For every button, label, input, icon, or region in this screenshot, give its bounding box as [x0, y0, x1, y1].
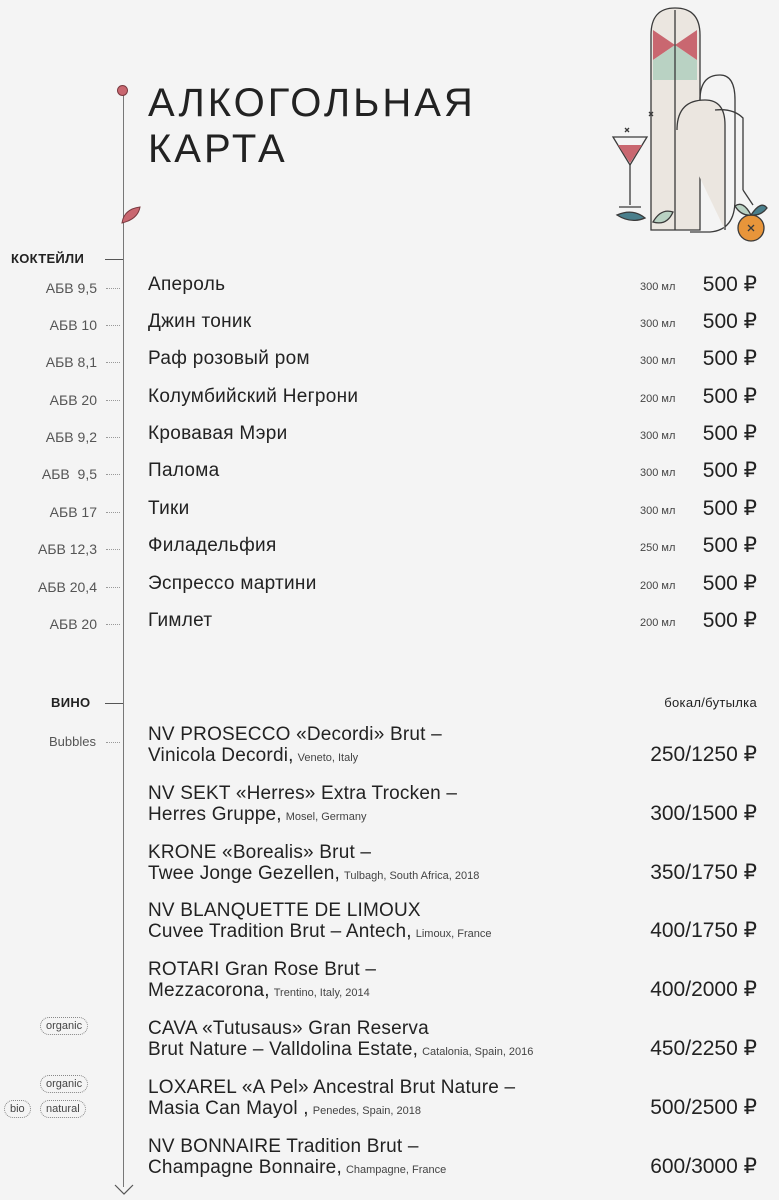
- natural-tag: natural: [40, 1100, 86, 1118]
- cocktail-illustration: [605, 0, 775, 245]
- cocktail-price: 500 ₽: [702, 347, 757, 370]
- cocktail-abv: АБВ 20: [49, 392, 97, 408]
- wine-price: 400/2000 ₽: [650, 978, 757, 1001]
- cocktail-price: 500 ₽: [702, 273, 757, 296]
- dotted-leader: [106, 587, 120, 588]
- wine-price: 250/1250 ₽: [650, 743, 757, 766]
- wine-producer: Cuvee Tradition Brut – Antech,: [148, 921, 412, 942]
- cocktail-abv: АБВ 9,2: [45, 429, 97, 445]
- wine-producer: Brut Nature – Valldolina Estate,: [148, 1039, 419, 1060]
- wine-region: Limoux, France: [415, 928, 492, 940]
- wine-line-1: NV PROSECCO «Decordi» Brut –: [148, 724, 442, 745]
- wine-item: [0, 1018, 779, 1074]
- cocktail-name: Джин тоник: [148, 311, 252, 332]
- wine-line-2-wrap: [148, 1157, 446, 1179]
- cocktail-name: Палома: [148, 460, 220, 481]
- title-line-1: АЛКОГОЛЬНАЯ: [148, 81, 476, 125]
- wine-item: [0, 724, 779, 780]
- cocktail-row: [0, 309, 779, 339]
- cocktail-volume: 300 мл: [640, 318, 676, 330]
- cocktail-volume: 200 мл: [640, 580, 676, 592]
- wine-line-1: NV BONNAIRE Tradition Brut –: [148, 1136, 419, 1157]
- dotted-leader: [106, 549, 120, 550]
- wine-producer: Champagne Bonnaire,: [148, 1157, 342, 1178]
- wine-price: 350/1750 ₽: [650, 861, 757, 884]
- cocktails-label: КОКТЕЙЛИ: [11, 251, 85, 266]
- cocktail-volume: 300 мл: [640, 355, 676, 367]
- cocktail-price: 500 ₽: [702, 459, 757, 482]
- wine-item: [0, 783, 779, 839]
- cocktail-price: 500 ₽: [702, 572, 757, 595]
- wine-region: Trentino, Italy, 2014: [273, 987, 370, 999]
- cocktail-price: 500 ₽: [702, 310, 757, 333]
- cocktails-tick: [105, 259, 123, 260]
- cocktail-price: 500 ₽: [702, 534, 757, 557]
- cocktail-name: Тики: [148, 498, 190, 519]
- cocktail-volume: 200 мл: [640, 393, 676, 405]
- cocktail-price: 500 ₽: [702, 609, 757, 632]
- cocktail-volume: 250 мл: [640, 542, 676, 554]
- wine-line-2-wrap: [148, 1098, 421, 1120]
- wine-line-2-wrap: [148, 921, 492, 943]
- wine-price: 300/1500 ₽: [650, 802, 757, 825]
- cocktail-abv: АБВ 20: [49, 616, 97, 632]
- cocktail-volume: 300 мл: [640, 505, 676, 517]
- wine-producer: Masia Can Mayol ,: [148, 1098, 309, 1119]
- dotted-leader: [106, 512, 120, 513]
- cocktail-price: 500 ₽: [702, 497, 757, 520]
- wine-region: Catalonia, Spain, 2016: [422, 1046, 534, 1058]
- cocktail-row: [0, 533, 779, 563]
- wine-line-1: LOXAREL «A Pel» Ancestral Brut Nature –: [148, 1077, 516, 1098]
- cocktail-price: 500 ₽: [702, 422, 757, 445]
- price-column-header: бокал/бутылка: [664, 695, 757, 710]
- dotted-leader: [106, 362, 120, 363]
- timeline-dot: [117, 85, 128, 96]
- wine-price: 400/1750 ₽: [650, 919, 757, 942]
- wine-producer: Herres Gruppe,: [148, 804, 282, 825]
- wine-line-2-wrap: [148, 804, 366, 826]
- cocktail-price: 500 ₽: [702, 385, 757, 408]
- wine-item: [0, 900, 779, 956]
- wine-price: 450/2250 ₽: [650, 1037, 757, 1060]
- cocktail-row: [0, 458, 779, 488]
- dotted-leader: [106, 624, 120, 625]
- wine-region: Tulbagh, South Africa, 2018: [344, 870, 480, 882]
- cocktail-row: [0, 608, 779, 638]
- cocktail-abv: АБВ 9,5: [41, 466, 97, 482]
- wine-item: [0, 959, 779, 1015]
- cocktail-row: [0, 496, 779, 526]
- wine-region: Champagne, France: [345, 1164, 447, 1176]
- wine-item: [0, 1136, 779, 1192]
- cocktail-name: Раф розовый ром: [148, 348, 310, 369]
- subcategory-label: Bubbles: [49, 734, 96, 749]
- cocktail-volume: 300 мл: [640, 281, 676, 293]
- cocktail-name: Эспрессо мартини: [148, 573, 317, 594]
- dotted-leader: [106, 474, 120, 475]
- cocktail-volume: 200 мл: [640, 617, 676, 629]
- wine-producer: Twee Jonge Gezellen,: [148, 863, 341, 884]
- cocktail-name: Апероль: [148, 274, 226, 295]
- wine-producer: Mezzacorona,: [148, 980, 270, 1001]
- dotted-leader: [106, 437, 120, 438]
- bio-tag: bio: [4, 1100, 31, 1118]
- cocktail-row: [0, 384, 779, 414]
- wine-price: 600/3000 ₽: [650, 1155, 757, 1178]
- organic-tag: organic: [40, 1075, 88, 1093]
- wine-region: Mosel, Germany: [285, 811, 367, 823]
- cocktail-abv: АБВ 20,4: [37, 579, 97, 595]
- cocktail-row: [0, 421, 779, 451]
- cocktail-abv: АБВ 12,3: [37, 541, 97, 557]
- wine-tick: [105, 703, 123, 704]
- dotted-leader: [106, 288, 120, 289]
- dotted-leader: [106, 325, 120, 326]
- wine-line-2-wrap: [148, 745, 358, 767]
- cocktail-name: Гимлет: [148, 610, 213, 631]
- wine-line-1: CAVA «Tutusaus» Gran Reserva: [148, 1018, 429, 1039]
- cocktail-volume: 300 мл: [640, 430, 676, 442]
- organic-tag: organic: [40, 1017, 88, 1035]
- wine-label: ВИНО: [51, 695, 91, 710]
- dotted-leader: [106, 400, 120, 401]
- wine-item: [0, 1077, 779, 1133]
- wine-line-1: KRONE «Borealis» Brut –: [148, 842, 372, 863]
- wine-line-1: ROTARI Gran Rose Brut –: [148, 959, 377, 980]
- cocktail-abv: АБВ 10: [49, 317, 97, 333]
- leaf-icon: [120, 205, 144, 225]
- page-title: [148, 80, 476, 172]
- wine-line-2-wrap: [148, 980, 370, 1002]
- wine-item: [0, 842, 779, 898]
- wine-region: Penedes, Spain, 2018: [312, 1105, 422, 1117]
- wine-line-1: NV BLANQUETTE DE LIMOUX: [148, 900, 421, 921]
- cocktail-volume: 300 мл: [640, 467, 676, 479]
- cocktail-abv: АБВ 9,5: [45, 280, 97, 296]
- wine-line-1: NV SEKT «Herres» Extra Trocken –: [148, 783, 458, 804]
- cocktail-row: [0, 571, 779, 601]
- title-line-2: КАРТА: [148, 127, 288, 171]
- wine-line-2-wrap: [148, 863, 479, 885]
- wine-producer: Vinicola Decordi,: [148, 745, 294, 766]
- cocktail-abv: АБВ 17: [49, 504, 97, 520]
- wine-line-2-wrap: [148, 1039, 533, 1061]
- cocktail-name: Филадельфия: [148, 535, 277, 556]
- cocktail-abv: АБВ 8,1: [45, 354, 97, 370]
- cocktail-row: [0, 272, 779, 302]
- wine-region: Veneto, Italy: [297, 752, 359, 764]
- wine-price: 500/2500 ₽: [650, 1096, 757, 1119]
- cocktail-name: Кровавая Мэри: [148, 423, 288, 444]
- cocktail-name: Колумбийский Негрони: [148, 386, 359, 407]
- cocktail-row: [0, 346, 779, 376]
